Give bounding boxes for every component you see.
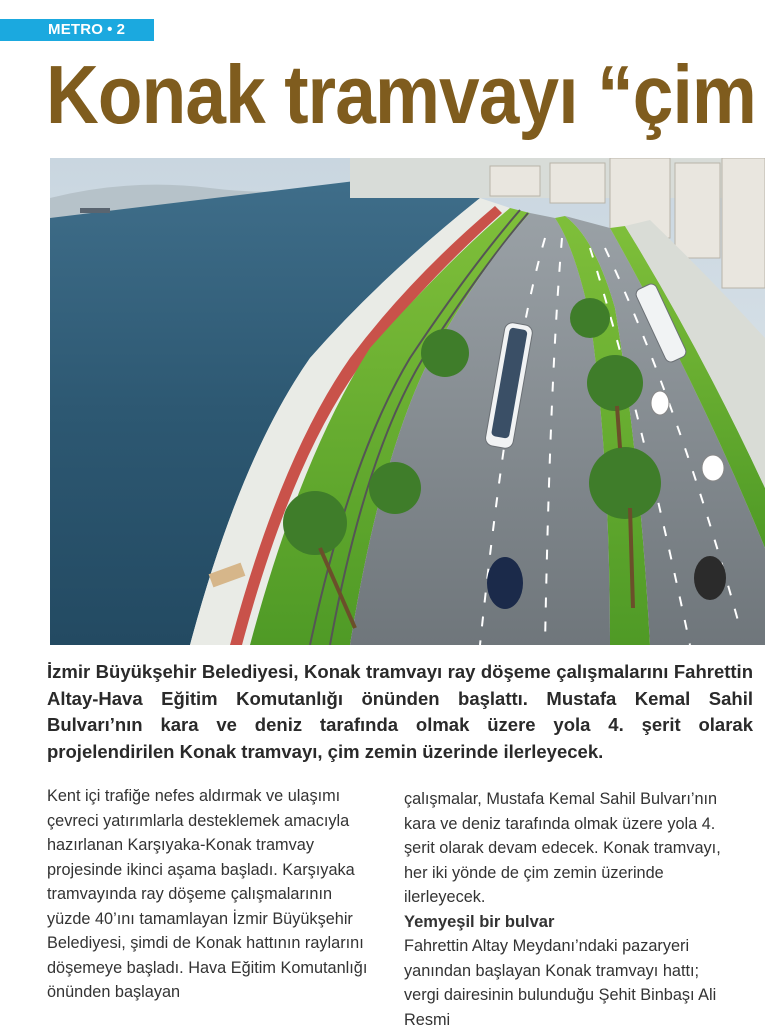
section-tag xyxy=(0,19,154,41)
body-paragraph: Kent içi trafiğe nefes aldırmak ve ulaşımı çevreci yatırımlarla desteklemek amacıyla hazırlanan Karşıyaka-Konak tramvay projesinde ikinci aşama başladı. Karşıyaka tramvayında ray döşeme çalışmalarının yüzde 40’ını tamamlayan İzmir Büyükşehir Belediyesi, şimdi de Konak hattının raylarını döşemeye başladı. Hava Eğitim Komutanlığı önünden başlayan xyxy=(47,787,368,1001)
subheading: Yemyeşil bir bulvar xyxy=(404,912,555,931)
tram-boulevard-rendering-icon xyxy=(50,158,765,645)
headline: Konak tramvayı “çim xyxy=(46,48,756,141)
lede-paragraph: İzmir Büyükşehir Belediyesi, Konak tramvayı ray döşeme çalışmalarını Fahrettin Altay-Hava Eğitim Komutanlığı önünden başlattı. Mustafa Kemal Sahil Bulvarı’nın kara ve deniz tarafında olmak üzere yola 4. şerit olarak projelendirilen Konak tramvayı, çim zemin üzerinde ilerleyecek. xyxy=(47,661,753,762)
column-right xyxy=(404,787,734,1032)
column-left xyxy=(47,784,377,1005)
body-paragraph: çalışmalar, Mustafa Kemal Sahil Bulvarı’nın kara ve deniz tarafında olmak üzere yola 4. şerit olarak devam edecek. Konak tramvayı, her iki yönde de çim zemin üzerinde ilerleyecek. xyxy=(404,790,721,906)
page-number: 2 xyxy=(116,21,126,38)
hero-image xyxy=(50,158,765,645)
section-name: METRO xyxy=(48,21,104,38)
section-bullet: • xyxy=(107,21,113,38)
body-paragraph-2: Fahrettin Altay Meydanı’ndaki pazaryeri yanından başlayan Konak tramvayı hattı; vergi dairesinin bulunduğu Şehit Binbaşı Ali Resmi xyxy=(404,937,717,1029)
